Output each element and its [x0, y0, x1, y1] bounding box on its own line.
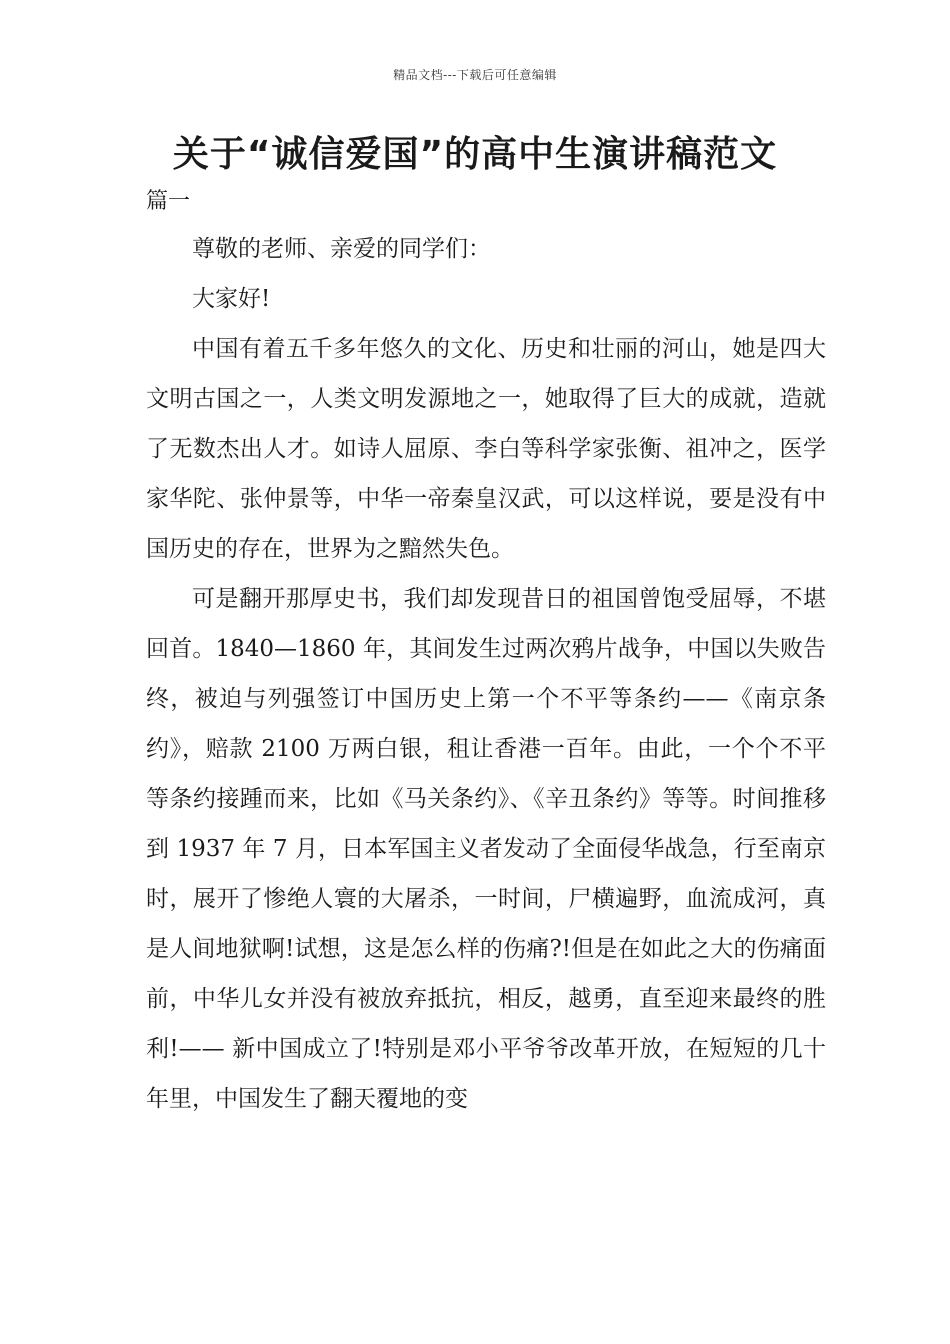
- section-label: 篇一: [146, 189, 191, 214]
- header-note: 精品文档---下载后可任意编辑: [393, 68, 557, 82]
- salutation-paragraph: 尊敬的老师、亲爱的同学们：: [192, 236, 491, 262]
- document-body: [146, 224, 826, 1124]
- greeting-paragraph: 大家好!: [192, 286, 271, 312]
- document-title: 关于“诚信爱国”的高中生演讲稿范文: [172, 134, 778, 175]
- body-paragraph: 可是翻开那厚史书，我们却发现昔日的祖国曾饱受屈辱，不堪回首。1840—1860 年，其间发生过两次鸦片战争，中国以失败告终，被迫与列强签订中国历史上第一个不平等条约——《南京条约》，赔款 2100 万两白银，租让香港一百年。由此，一个个不平等条约接踵而来，比如《马关条约》、《辛丑条约》等等。时间推移到 1937 年 7 月，日本军国主义者发动了全面侵华战急，行至南京时，展开了惨绝人寰的大屠杀，一时间，尸横遍野，血流成河，真是人间地狱啊!试想，这是怎么样的伤痛?!但是在如此之大的伤痛面前，中华儿女并没有被放弃抵抗，相反，越勇，直至迎来最终的胜利!—— 新中国成立了!特别是邓小平爷爷改革开放，在短短的几十年里，中国发生了翻天覆地的变: [146, 586, 826, 1112]
- body-paragraph: 中国有着五千多年悠久的文化、历史和壮丽的河山，她是四大文明古国之一，人类文明发源地之一，她取得了巨大的成就，造就了无数杰出人才。如诗人屈原、李白等科学家张衡、祖冲之，医学家华陀、张仲景等，中华一帝秦皇汉武，可以这样说，要是没有中国历史的存在，世界为之黯然失色。: [146, 336, 826, 562]
